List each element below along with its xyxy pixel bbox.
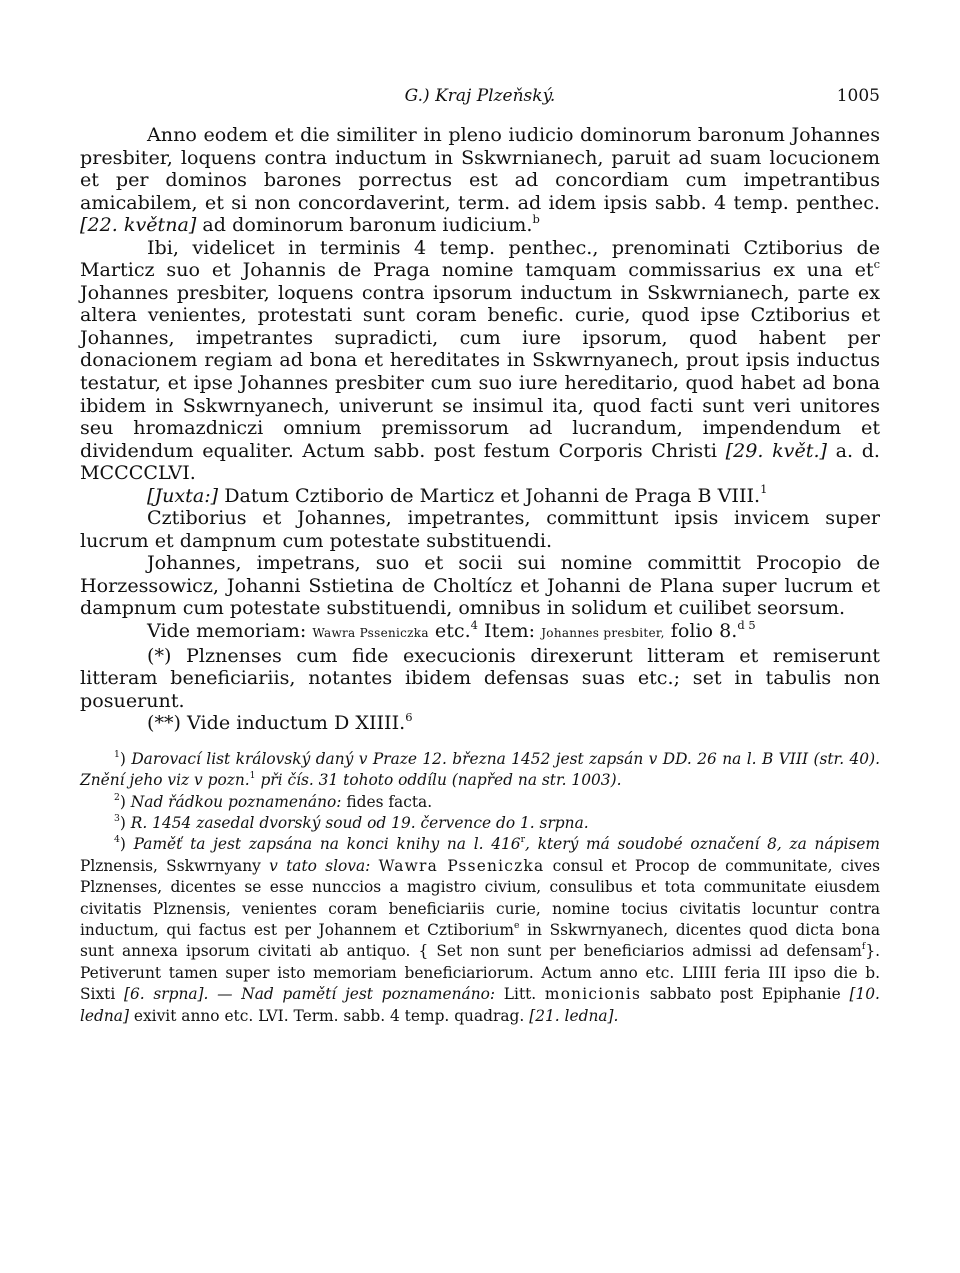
paragraph-3-text: Datum Cztiborio de Marticz et Johanni de Praga B VIII. <box>224 483 761 507</box>
footnote-4-text-4: }. Petiverunt tamen super isto memoriam beneficiariorum. Actum anno etc. LIIII feria III ipso die b. Sixti <box>80 942 881 1004</box>
footnote-2-label: Nad řádkou poznamenáno: <box>130 792 342 811</box>
paragraph-4: Cztiborius et Johannes, impetrantes, committunt ipsis invicem super lucrum et dampnum cum potestate substituendi. <box>80 506 880 552</box>
footnote-1-text-2: při čís. 31 tohoto oddílu (napřed na str. 1003). <box>260 771 622 790</box>
footnote-4-litt: Litt. <box>503 985 537 1004</box>
footnote-4-text-3: { Set non sunt per beneficiarios admissi ad defensam <box>418 942 862 961</box>
paragraph-2 <box>80 237 880 485</box>
main-text <box>80 124 880 735</box>
footnote-4: $^4$) Paměť ta jest zapsána na konci knihy na l. 416$^r$, který má soudobé označení 8, za nápisem Plznensis, Sskwrnyany v tato slova: Wawra Psseniczka consul et Procop de communitate, cives Plznenses, dicentes se esse nunccios a magistro civium, consulibus et tota communitate eiusdem civitatis Plznensis, venientes coram beneficiariis curie, nomine tocius civitatis locuntur contra inductum, qui factus est per Johannem et Cztiborium$^e$ in Sskwrnyanech, dicentes quod dicta bona sunt annexa ipsorum civitati ab antiquo. { Set non sunt per beneficiarios admissi ad defensam$^f$}. Petiverunt tamen super isto memoriam beneficiariorum. Actum anno etc. LIIII feria III ipso die b. Sixti [6. srpna]. — Nad pamětí jest poznamenáno: Litt. monicionis sabbato post Epiphanie [10. ledna] exivit anno etc. LVI. Term. sabb. 4 temp. quadrag. [21. ledna]. <box>80 834 881 1025</box>
footnote-mark: 2 <box>114 791 120 803</box>
note-marker: e <box>514 919 520 931</box>
paragraph-8-text: (**) Vide inductum D XIIII. <box>147 711 406 735</box>
note-marker: 1 <box>760 482 768 497</box>
footnote-2: $^2$) Nad řádkou poznamenáno: fides facta. <box>114 791 433 811</box>
footnote-mark: 3 <box>114 812 120 824</box>
footnote-4-text-5: sabbato post Epiphanie <box>649 985 841 1004</box>
note-marker: 1 <box>249 770 256 782</box>
note-marker: b <box>532 211 540 226</box>
note-marker: c <box>873 256 880 271</box>
note-marker: 4 <box>470 617 478 632</box>
footnote-4-monicionis: monicionis <box>544 985 642 1004</box>
footnote-4-text: consul et Procop de communitate, cives Plznenses, dicentes se esse nunccios a magistro civium, consulibus et tota communitate eiusdem civitatis Plznensis, venientes coram beneficiariis curie, nomine tocius civitatis locuntur contra inductum, qui factus est per Johannem et Cztiborium <box>80 856 880 940</box>
date-bracket: [29. květ.] <box>725 438 827 462</box>
running-head <box>80 82 880 118</box>
running-title: G.) Kraj Plzeňský. <box>404 86 556 106</box>
paragraph-5: Johannes, impetrans, suo et socii sui nomine committit Procopio de Horzessowicz, Johanni Sstietina de Choltícz et Johanni de Plana super lucrum et dampnum cum potestate substituendi, omnibus in solidum et cuilibet seorsum. <box>80 551 880 620</box>
folio-text: folio 8. <box>670 619 738 643</box>
date-bracket: [21. ledna]. <box>529 1006 619 1025</box>
note-marker: d 5 <box>737 617 756 632</box>
person-name: Johannes presbiter, <box>541 626 665 641</box>
footnote-4-intro-3: v tato slova: <box>269 856 371 875</box>
footnote-3: $^3$) R. 1454 zasedal dvorský soud od 19. července do 1. srpna. <box>114 812 589 832</box>
page-number: 1005 <box>836 86 880 106</box>
footnote-4-note: — Nad pamětí jest poznamenáno: <box>217 985 496 1004</box>
paragraph-2-end: a. d. MCCCCLVI. <box>80 438 880 485</box>
footnote-3-text: R. 1454 zasedal dvorský soud od 19. července do 1. srpna. <box>130 813 589 832</box>
footnote-4-intro: Paměť ta jest zapsána na konci knihy na l. 416 <box>133 835 521 854</box>
juxta-label: [Juxta:] <box>147 483 219 507</box>
page <box>80 82 880 1027</box>
paragraph-6 <box>80 617 880 645</box>
paragraph-8 <box>80 709 880 735</box>
footnote-4-title: Plznensis, Sskwrnyany <box>80 856 261 875</box>
footnote-4-text-2: in Sskwrnyanech, dicentes quod dicta bona sunt annexa ipsorum civitati ab antiquo. <box>80 921 881 961</box>
paragraph-1 <box>80 124 880 237</box>
etc-text: etc. <box>434 619 471 643</box>
date-bracket: [22. května] <box>80 213 197 237</box>
note-marker: 6 <box>405 709 413 724</box>
paragraph-1-text: Anno eodem et die similiter in pleno iudicio dominorum baronum Johannes presbiter, loquens contra inductum in Sskwrnianech, paruit ad suam locucionem et per dominos barones porrectus est ad concordiam cum impetrantibus amicabilem, et si non concordaverint, term. ad idem ipsis sabb. 4 temp. penthec. <box>80 123 880 214</box>
date-bracket: [10. ledna] <box>80 985 880 1025</box>
footnote-2-text: fides facta. <box>346 792 433 811</box>
footnote-1-text: Darovací list královský daný v Praze 12. března 1452 jest zapsán v DD. 26 na l. B VIII (str. 40). Znění jeho viz v pozn. <box>80 749 880 790</box>
paragraph-3 <box>80 482 880 508</box>
date-bracket: [6. srpna]. <box>123 985 209 1004</box>
footnote-4-intro-2: , který má soudobé označení 8, za nápisem <box>525 835 880 854</box>
paragraph-2-mid: Johannes presbiter, loquens contra ipsorum inductum in Sskwrnianech, parte ex altera venientes, protestati sunt coram benefic. curie, quod ipse Cztiborius et Johannes, impetrantes supradicti, cum iure ipsorum, quod habent per donacionem regiam ad bona et hereditates in Sskwrnyanech, prout ipsis inductus testatur, et ipse Johannes presbiter cum suo iure hereditario, quod habet ad bona ibidem in Sskwrnyanech, univerunt se insimul ita, quod facti sunt veri unitores seu hromazdniczi omnium premissorum ad lucrandum, impendendum et dividendum equaliter. Actum sabb. post festum Corporis Christi <box>80 280 880 462</box>
vide-label: Vide memoriam: <box>147 619 307 643</box>
footnote-mark: 1 <box>114 748 120 760</box>
footnote-mark: 4 <box>114 834 120 846</box>
note-marker: f <box>861 941 866 953</box>
footnote-1: $^1$) Darovací list královský daný v Praze 12. března 1452 jest zapsán v DD. 26 na l. B VIII (str. 40). Znění jeho viz v pozn.$^1$ při čís. 31 tohoto oddílu (napřed na str. 1003). <box>80 748 880 790</box>
footnote-4-text-6: exivit anno etc. LVI. Term. sabb. 4 temp. quadrag. <box>133 1006 525 1025</box>
footnotes <box>80 749 880 1027</box>
note-marker: r <box>520 834 526 846</box>
paragraph-1-end: ad dominorum baronum iudicium. <box>202 213 533 237</box>
item-label: Item: <box>484 619 536 643</box>
person-name: Wawra Psseniczka <box>378 856 545 875</box>
paragraph-7: (*) Plznenses cum fide execucionis direxerunt litteram et remiserunt litteram beneficiariis, notantes ibidem defensas suas etc.; set in tabulis non posuerunt. <box>80 643 880 712</box>
person-name: Wawra Psseniczka <box>312 626 429 641</box>
paragraph-2-start: Ibi, videlicet in terminis 4 temp. penthec., prenominati Cztiborius de Marticz suo et Johannis de Praga nomine tamquam commissarius ex una et <box>80 235 880 282</box>
